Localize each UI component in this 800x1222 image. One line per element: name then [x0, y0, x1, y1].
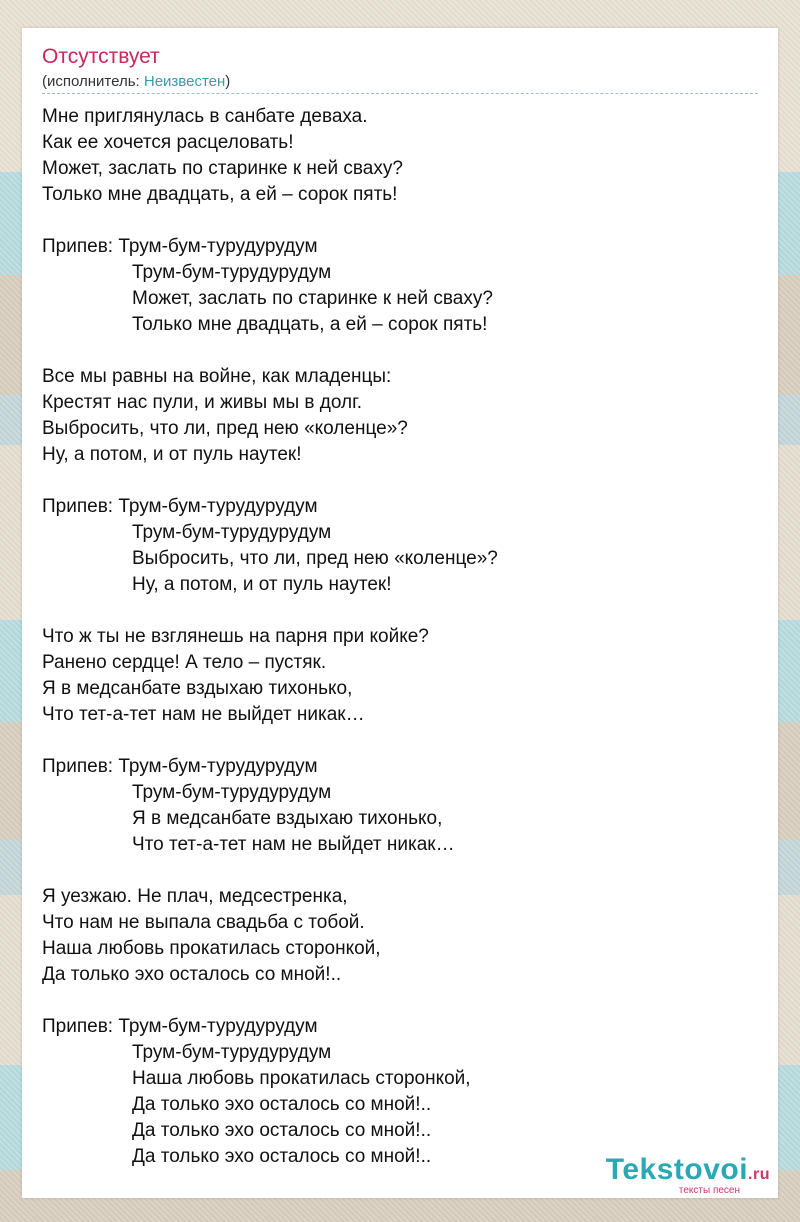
artist-prefix: (исполнитель:	[42, 73, 144, 90]
lyric-line: Только мне двадцать, а ей – сорок пять!	[42, 184, 398, 205]
lyric-line: Припев: Трум-бум-турудурудум	[42, 756, 318, 777]
artist-line	[42, 73, 230, 91]
lyric-line: Только мне двадцать, а ей – сорок пять!	[132, 314, 488, 335]
lyric-line: Я в медсанбате вздыхаю тихонько,	[132, 808, 443, 829]
lyric-line: Ранено сердце! А тело – пустяк.	[42, 652, 327, 673]
lyric-line: Да только эхо осталось со мной!..	[132, 1094, 432, 1115]
lyric-line: Припев: Трум-бум-турудурудум	[42, 236, 318, 257]
lyric-line: Да только эхо осталось со мной!..	[132, 1120, 432, 1141]
lyric-line: Что ж ты не взглянешь на парня при койке?	[42, 626, 429, 647]
blank-line	[42, 858, 498, 884]
lyric-line: Трум-бум-турудурудум	[132, 522, 332, 543]
blank-line	[42, 208, 498, 234]
lyrics-body	[42, 104, 498, 1170]
logo-tagline: тексты песен	[678, 1185, 740, 1196]
blank-line	[42, 338, 498, 364]
blank-line	[42, 988, 498, 1014]
lyric-line: Наша любовь прокатилась сторонкой,	[42, 938, 381, 959]
lyric-line: Трум-бум-турудурудум	[132, 782, 332, 803]
site-logo[interactable]	[606, 1155, 770, 1196]
lyrics-card	[22, 28, 778, 1198]
lyric-line: Припев: Трум-бум-турудурудум	[42, 496, 318, 517]
lyric-line: Как ее хочется расцеловать!	[42, 132, 294, 153]
lyric-line: Да только эхо осталось со мной!..	[42, 964, 342, 985]
artist-suffix: )	[225, 73, 231, 90]
lyric-line: Я уезжаю. Не плач, медсестренка,	[42, 886, 348, 907]
lyric-line: Может, заслать по старинке к ней сваху?	[42, 158, 403, 179]
logo-name: Tekstovoi	[605, 1153, 749, 1186]
lyric-line: Что тет-а-тет нам не выйдет никак…	[132, 834, 455, 855]
lyric-line: Да только эхо осталось со мной!..	[132, 1146, 432, 1167]
lyric-line: Мне приглянулась в санбате деваха.	[42, 106, 368, 127]
lyric-line: Выбросить, что ли, пред нею «коленце»?	[42, 418, 408, 439]
blank-line	[42, 598, 498, 624]
lyric-line: Крестят нас пули, и живы мы в долг.	[42, 392, 362, 413]
logo-tld: .ru	[748, 1166, 770, 1183]
lyric-line: Может, заслать по старинке к ней сваху?	[132, 288, 493, 309]
lyric-line: Что нам не выпала свадьба с тобой.	[42, 912, 365, 933]
lyric-line: Трум-бум-турудурудум	[132, 262, 332, 283]
blank-line	[42, 728, 498, 754]
lyric-line: Все мы равны на войне, как младенцы:	[42, 366, 392, 387]
lyric-line: Наша любовь прокатилась сторонкой,	[132, 1068, 471, 1089]
artist-link[interactable]: Неизвестен	[143, 73, 226, 90]
lyric-line: Припев: Трум-бум-турудурудум	[42, 1016, 318, 1037]
lyric-line: Я в медсанбате вздыхаю тихонько,	[42, 678, 353, 699]
blank-line	[42, 468, 498, 494]
lyric-line: Что тет-а-тет нам не выйдет никак…	[42, 704, 365, 725]
lyric-line: Ну, а потом, и от пуль наутек!	[132, 574, 392, 595]
song-title: Отсутствует	[42, 45, 160, 68]
header-divider	[42, 93, 758, 94]
lyric-line: Выбросить, что ли, пред нею «коленце»?	[132, 548, 498, 569]
lyric-line: Ну, а потом, и от пуль наутек!	[42, 444, 302, 465]
lyric-line: Трум-бум-турудурудум	[132, 1042, 332, 1063]
